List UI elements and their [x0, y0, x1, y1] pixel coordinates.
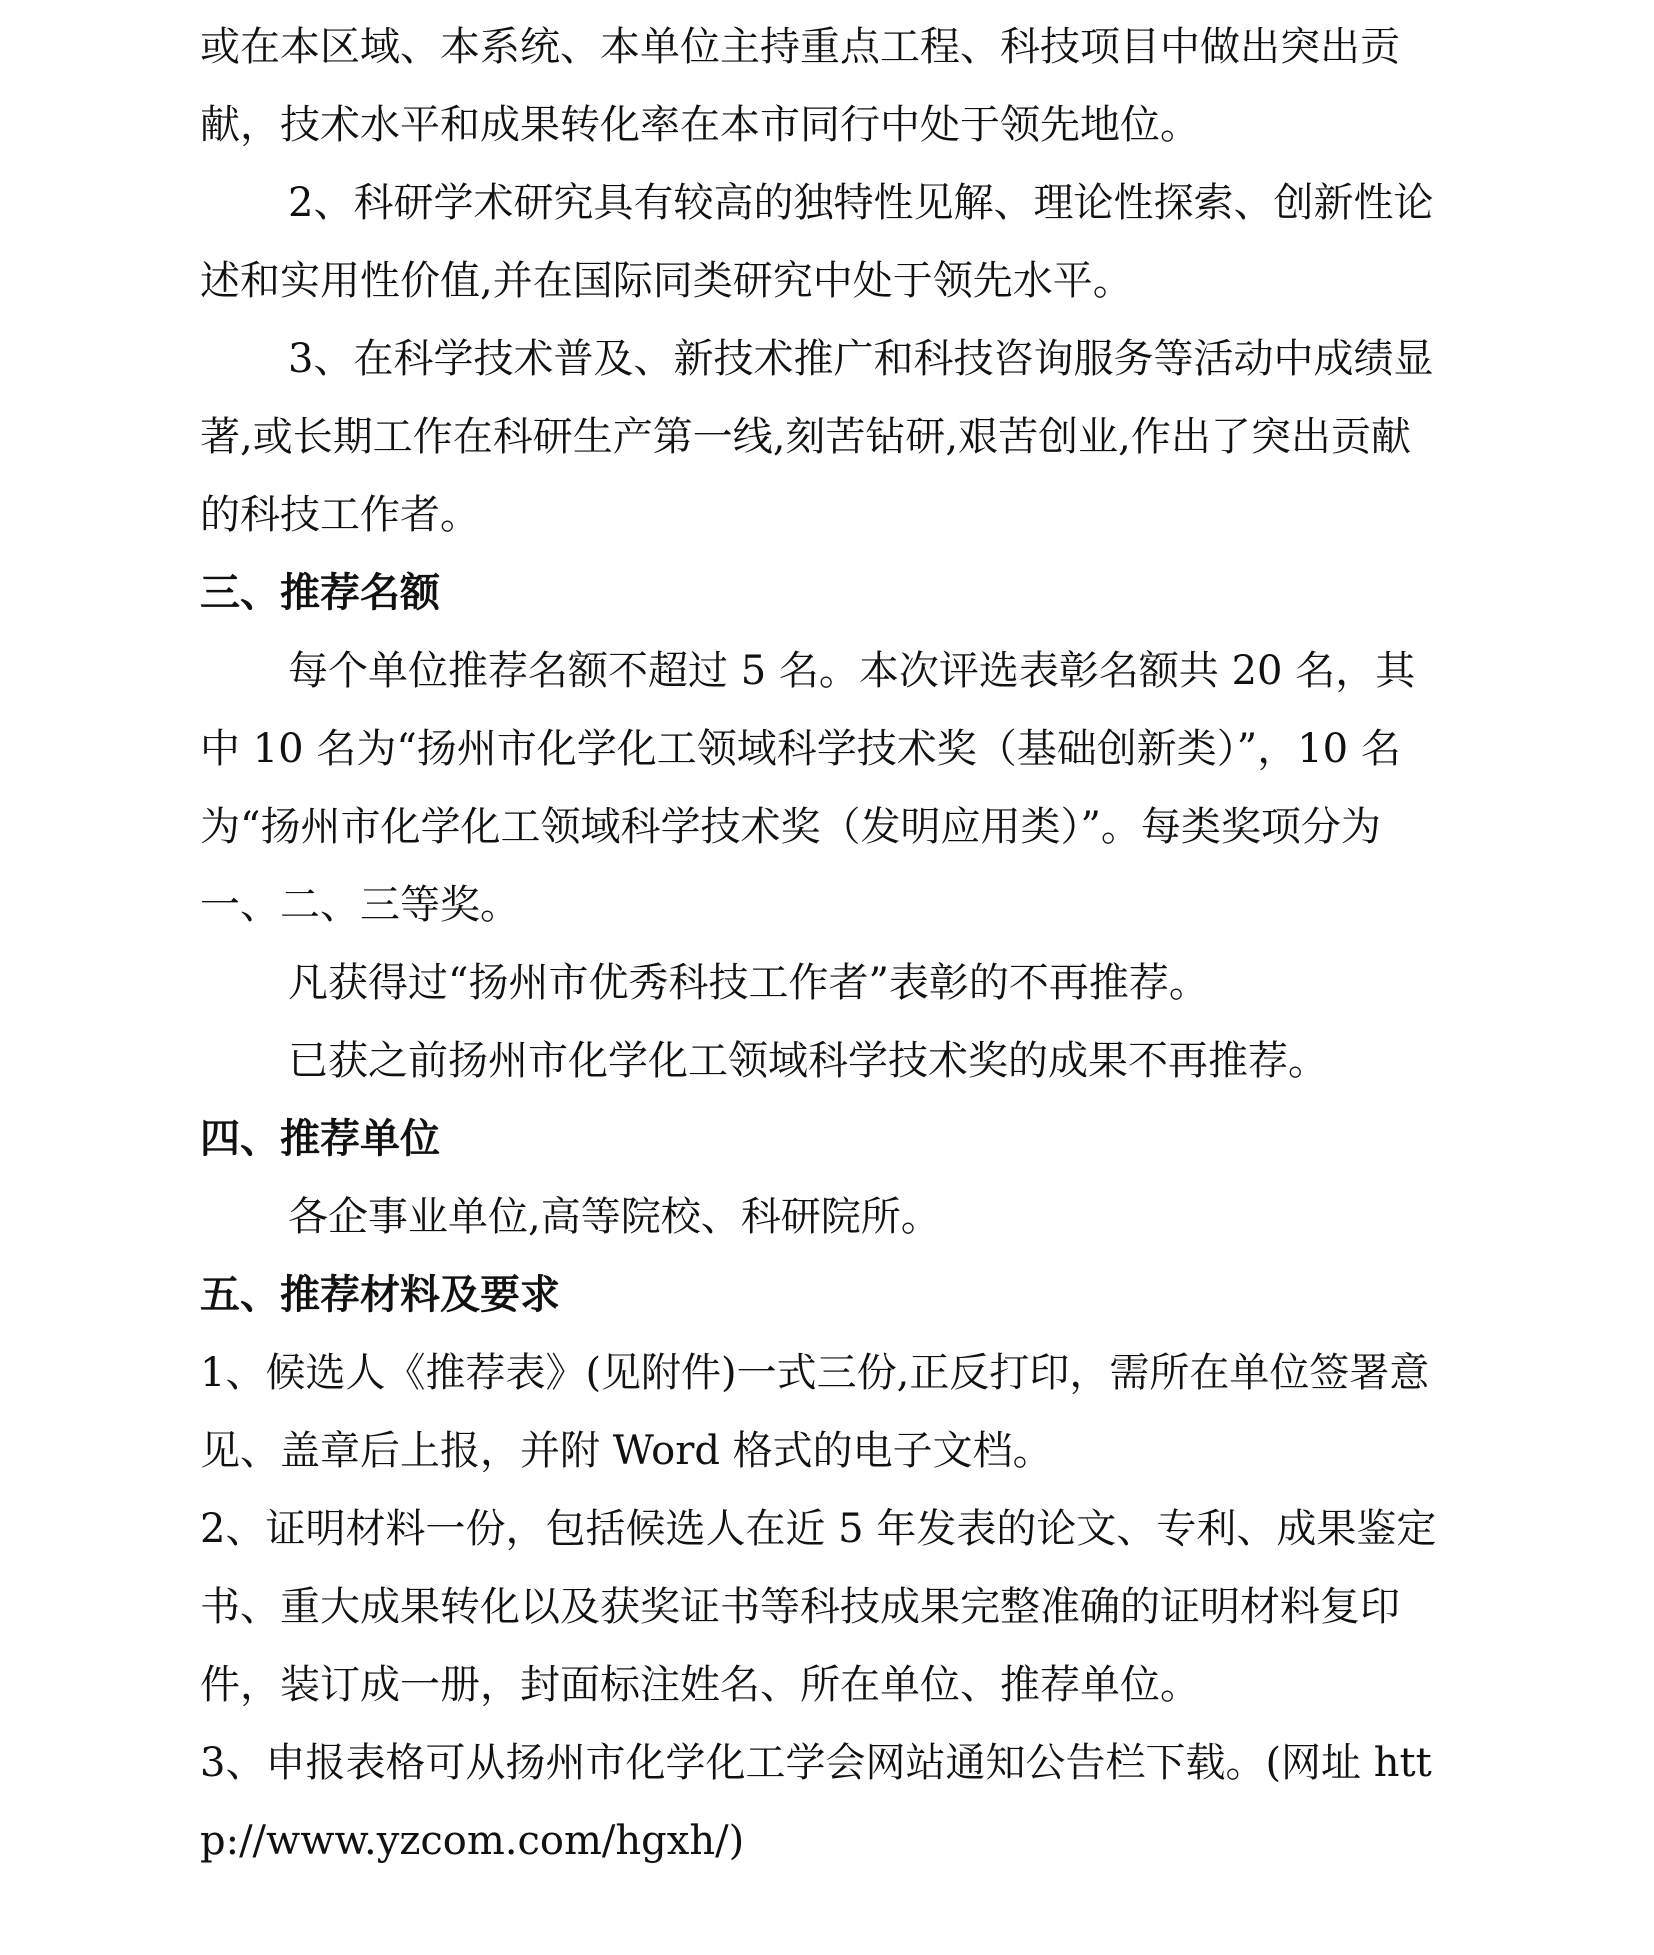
section-heading-units: 四、推荐单位 — [200, 1116, 440, 1162]
criteria-continuation: 或在本区域、本系统、本单位主持重点工程、科技项目中做出突出贡献，技术水平和成果转化率在本市同行中处于领先地位。 — [200, 24, 1400, 148]
materials-item-3: 3、申报表格可从扬州市化学化工学会网站通知公告栏下载。(网址 http://www.yzcom.com/hgxh/) — [200, 1740, 1432, 1864]
materials-item-2: 2、证明材料一份，包括候选人在近 5 年发表的论文、专利、成果鉴定书、重大成果转化以及获奖证书等科技成果完整准确的证明材料复印件，装订成一册，封面标注姓名、所在单位、推荐单位。 — [200, 1506, 1437, 1708]
quota-exclusion-honor: 凡获得过“扬州市优秀科技工作者”表彰的不再推荐。 — [288, 960, 1209, 1006]
section-heading-materials: 五、推荐材料及要求 — [200, 1272, 560, 1318]
units-paragraph: 各企事业单位,高等院校、科研院所。 — [288, 1194, 941, 1240]
criteria-item-3: 3、在科学技术普及、新技术推广和科技咨询服务等活动中成绩显著,或长期工作在科研生产第一线,刻苦钻研,艰苦创业,作出了突出贡献的科技工作者。 — [200, 336, 1434, 538]
quota-paragraph: 每个单位推荐名额不超过 5 名。本次评选表彰名额共 20 名，其中 10 名为“扬州市化学化工领域科学技术奖（基础创新类）”，10 名为“扬州市化学化工领域科学技术奖（发明应用类）”。每类奖项分为一、二、三等奖。 — [200, 648, 1416, 928]
criteria-item-2: 2、科研学术研究具有较高的独特性见解、理论性探索、创新性论述和实用性价值,并在国际同类研究中处于领先水平。 — [200, 180, 1434, 304]
quota-exclusion-award: 已获之前扬州市化学化工领域科学技术奖的成果不再推荐。 — [288, 1038, 1328, 1084]
document-page — [200, 8, 1450, 1880]
materials-item-1: 1、候选人《推荐表》(见附件)一式三份,正反打印，需所在单位签署意见、盖章后上报，并附 Word 格式的电子文档。 — [200, 1350, 1430, 1474]
section-heading-quota: 三、推荐名额 — [200, 570, 440, 616]
